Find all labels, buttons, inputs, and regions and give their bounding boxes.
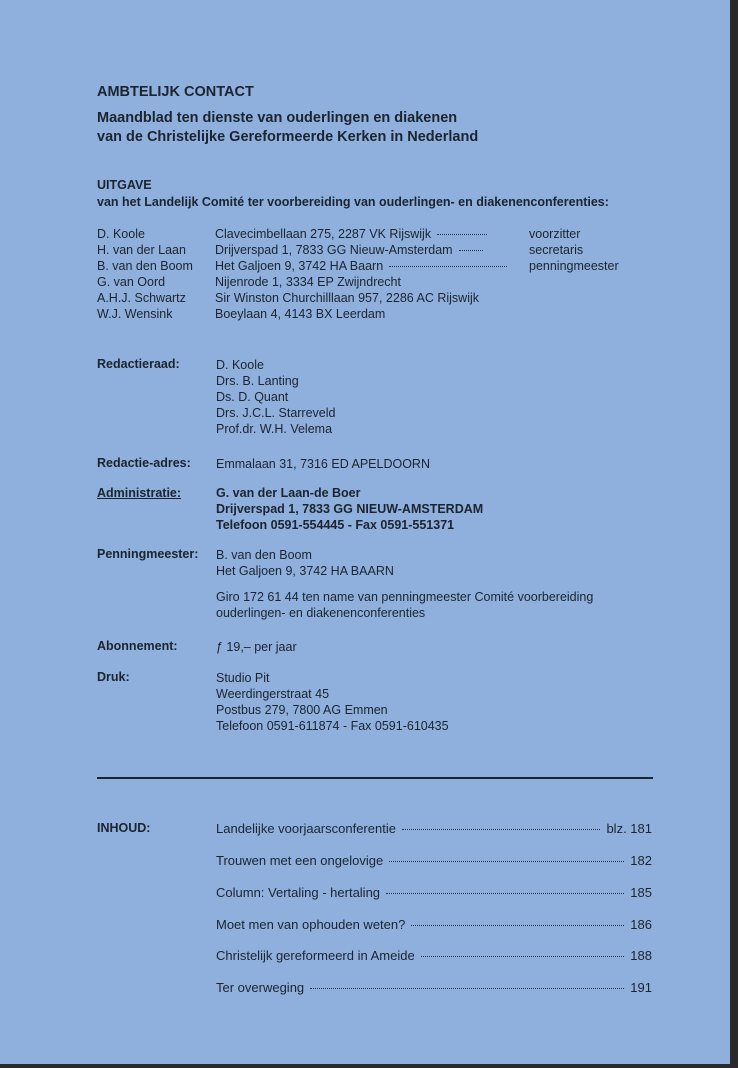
druk-label: Druk: [97, 670, 130, 684]
druk-line: Studio Pit [216, 671, 270, 685]
committee-row [97, 243, 657, 259]
dot-leader [411, 924, 624, 926]
toc-entry [216, 885, 652, 901]
committee-role: voorzitter [529, 227, 581, 241]
druk-line: Postbus 279, 7800 AG Emmen [216, 703, 388, 717]
member: Ds. D. Quant [216, 390, 289, 404]
toc-title: Landelijke voorjaarsconferentie [216, 821, 396, 836]
uitgave-subheading: van het Landelijk Comité ter voorbereiding van ouderlingen- en diakenenconferenties: [97, 195, 609, 209]
member: D. Koole [216, 358, 264, 372]
committee-name: D. Koole [97, 227, 145, 241]
administratie-label: Administratie: [97, 486, 182, 500]
toc-page: 188 [630, 948, 652, 963]
dot-leader [421, 955, 625, 957]
redactie-adres-label: Redactie-adres: [97, 456, 191, 470]
toc-page: 191 [630, 980, 652, 995]
redactie-adres-value: Emmalaan 31, 7316 ED APELDOORN [216, 457, 430, 471]
dot-leader [389, 860, 624, 862]
uitgave-heading: UITGAVE [97, 178, 152, 192]
dot-leader [386, 892, 624, 894]
divider [97, 777, 653, 779]
penningmeester-line: Het Galjoen 9, 3742 HA BAARN [216, 564, 394, 578]
page-edge-bottom [0, 1064, 738, 1068]
member: Drs. B. Lanting [216, 374, 299, 388]
penningmeester-label: Penningmeester: [97, 547, 199, 561]
committee-role: secretaris [529, 243, 584, 257]
toc-entry [216, 948, 652, 964]
penningmeester-lines [216, 547, 394, 579]
druk-line: Telefoon 0591-611874 - Fax 0591-610435 [216, 719, 449, 733]
dot-leader [389, 265, 507, 267]
toc-title: Column: Vertaling - hertaling [216, 885, 381, 900]
dot-leader [310, 987, 624, 989]
penningmeester-line: B. van den Boom [216, 548, 312, 562]
toc-page: blz. 181 [606, 821, 652, 836]
committee-name: H. van der Laan [97, 243, 186, 257]
administratie-lines [216, 485, 483, 533]
dot-leader [437, 233, 487, 235]
druk-lines [216, 670, 449, 734]
abonnement-value: ƒ 19,– per jaar [216, 640, 297, 654]
toc-entry [216, 980, 652, 996]
committee-row [97, 259, 657, 275]
druk-line: Weerdingerstraat 45 [216, 687, 330, 701]
toc-title: Ter overweging [216, 980, 305, 995]
abonnement-label: Abonnement: [97, 639, 178, 653]
member: Drs. J.C.L. Starreveld [216, 406, 336, 420]
toc-entry [216, 853, 652, 869]
administratie-line: Drijverspad 1, 7833 GG NIEUW-AMSTERDAM [216, 502, 484, 516]
committee-address: Nijenrode 1, 3334 EP Zwijndrecht [215, 275, 401, 289]
committee-name: G. van Oord [97, 275, 166, 289]
dot-leader [402, 828, 601, 830]
redactieraad-members [216, 357, 335, 437]
page-edge-right [730, 0, 738, 1068]
committee-name: B. van den Boom [97, 259, 193, 273]
committee-address: Clavecimbellaan 275, 2287 VK Rijswijk [215, 227, 432, 241]
toc-entry [216, 821, 652, 837]
redactieraad-label: Redactieraad: [97, 357, 180, 371]
committee-address: Het Galjoen 9, 3742 HA Baarn [215, 259, 384, 273]
toc-entry [216, 917, 652, 933]
toc-title: Trouwen met een ongelovige [216, 853, 384, 868]
committee-row [97, 275, 657, 291]
committee-role: penningmeester [529, 259, 619, 273]
committee-address: Sir Winston Churchilllaan 957, 2286 AC Rijswijk [215, 291, 480, 305]
inhoud-label: INHOUD: [97, 821, 151, 835]
committee-row [97, 227, 657, 243]
giro-line: Giro 172 61 44 ten name van penningmeester Comité voorbereiding [216, 590, 594, 604]
giro-line: ouderlingen- en diakenenconferenties [216, 606, 426, 620]
masthead-subtitle-2: van de Christelijke Gereformeerde Kerken in Nederland [97, 129, 479, 145]
dot-leader [459, 249, 483, 251]
administratie-line: Telefoon 0591-554445 - Fax 0591-551371 [216, 518, 455, 532]
committee-row [97, 291, 657, 307]
toc-page: 186 [630, 917, 652, 932]
committee-address: Drijverspad 1, 7833 GG Nieuw-Amsterdam [215, 243, 453, 257]
member: Prof.dr. W.H. Velema [216, 422, 333, 436]
masthead-title: AMBTELIJK CONTACT [97, 84, 254, 100]
toc-title: Christelijk gereformeerd in Ameide [216, 948, 415, 963]
giro-lines [216, 589, 593, 621]
masthead-subtitle-1: Maandblad ten dienste van ouderlingen en diakenen [97, 110, 458, 126]
toc-title: Moet men van ophouden weten? [216, 917, 406, 932]
administratie-line: G. van der Laan-de Boer [216, 486, 361, 500]
committee-address: Boeylaan 4, 4143 BX Leerdam [215, 307, 386, 321]
committee-row [97, 307, 657, 323]
committee-name: W.J. Wensink [97, 307, 173, 321]
toc-page: 182 [630, 853, 652, 868]
toc-page: 185 [630, 885, 652, 900]
committee-name: A.H.J. Schwartz [97, 291, 186, 305]
